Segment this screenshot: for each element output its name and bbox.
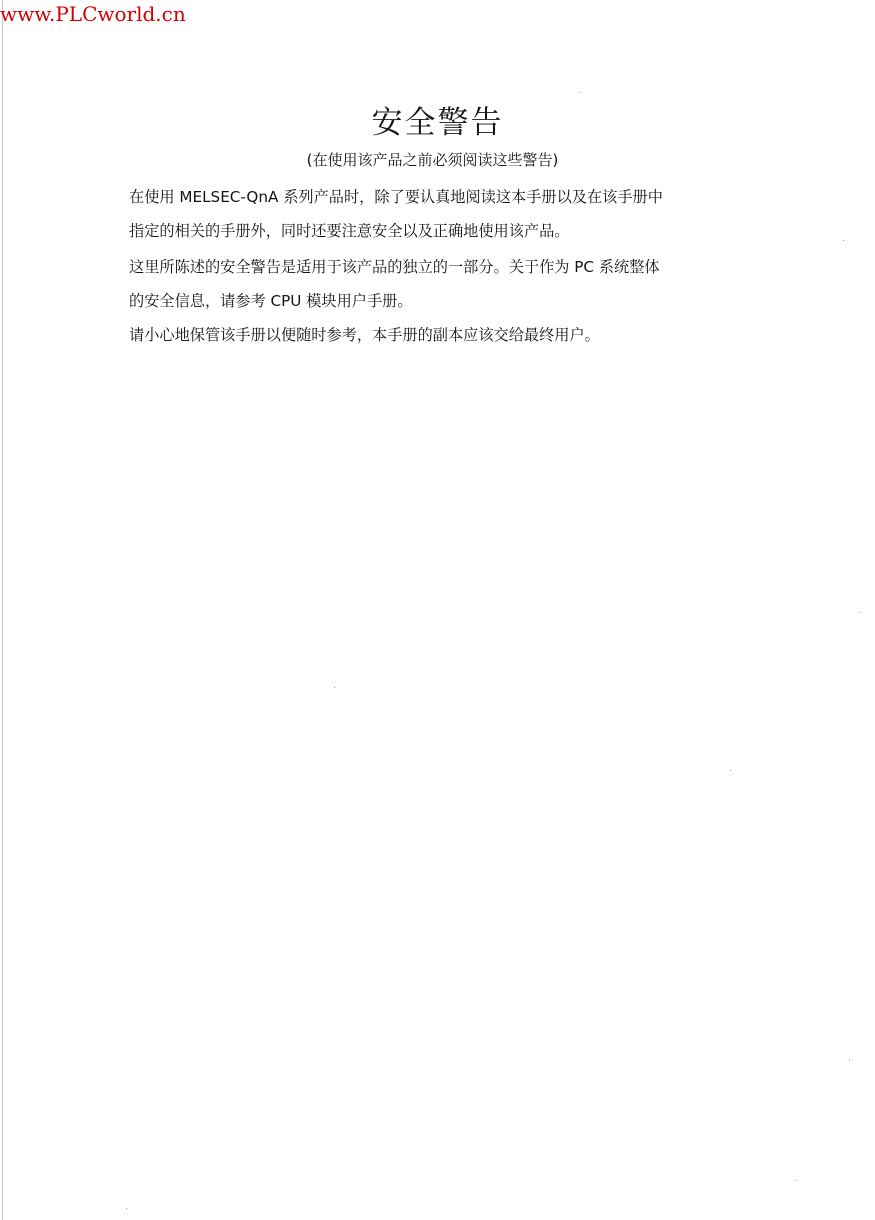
paragraph-2 [129,250,749,318]
scan-speck [580,92,581,93]
scan-speck [849,1060,850,1061]
page-left-edge [2,0,3,1220]
scan-speck [126,1208,127,1209]
paragraph-1 [129,180,749,248]
paragraph-2-line-1: 这里所陈述的安全警告是适用于该产品的独立的一部分。关于作为 PC 系统整体 [129,258,660,276]
paragraph-3-line-1: 请小心地保管该手册以便随时参考，本手册的副本应该交给最终用户。 [129,326,600,344]
paragraph-1-line-1: 在使用 MELSEC-QnA 系列产品时，除了要认真地阅读这本手册以及在该手册中 [129,188,663,206]
watermark-link[interactable]: www.PLCworld.cn [0,2,186,26]
scan-speck [730,770,731,771]
page-subtitle: (在使用该产品之前必须阅读这些警告) [306,151,559,169]
paragraph-3 [129,318,749,352]
scan-speck [860,612,861,613]
page-title: 安全警告 [371,105,504,141]
paragraph-2-line-2: 的安全信息，请参考 CPU 模块用户手册。 [129,292,413,310]
scan-speck [334,687,335,688]
scan-speck [843,240,844,241]
scan-speck [795,1180,796,1181]
paragraph-1-line-2: 指定的相关的手册外，同时还要注意安全以及正确地使用该产品。 [129,222,570,240]
